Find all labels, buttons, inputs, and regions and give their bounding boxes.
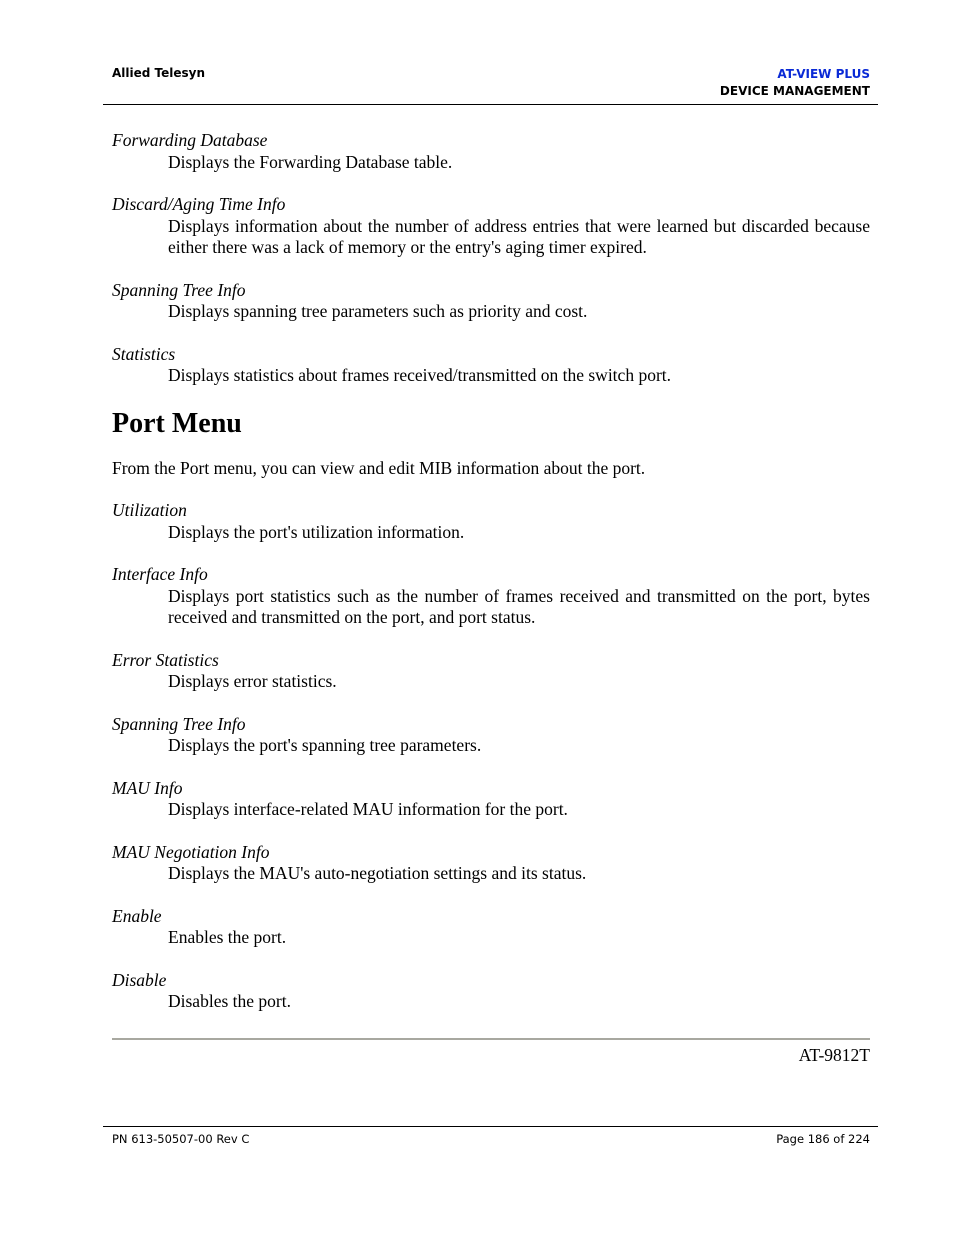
section-intro: From the Port menu, you can view and edit MIB information about the port. — [112, 457, 646, 478]
page-content — [112, 130, 870, 1034]
model-rule — [112, 1038, 870, 1040]
entry-description: Displays the Forwarding Database table. — [168, 151, 453, 172]
entry-term: Statistics — [112, 343, 176, 364]
definition-entry — [112, 778, 870, 821]
definition-entry — [112, 344, 870, 387]
definition-entry — [112, 714, 870, 757]
entry-description: Displays error statistics. — [168, 671, 337, 691]
entry-description: Displays port statistics such as the number of frames received and transmitted on the port, bytes received and transmitted on the port, and port status. — [168, 585, 870, 627]
header-product: AT-VIEW PLUS — [777, 67, 870, 81]
entry-description: Displays spanning tree parameters such as priority and cost. — [168, 301, 588, 321]
entry-term: Discard/Aging Time Info — [112, 194, 286, 214]
entry-description: Displays interface-related MAU information for the port. — [168, 799, 568, 819]
definition-entry — [112, 194, 870, 259]
definition-entry — [112, 564, 870, 629]
entry-description: Displays the port's spanning tree parameters. — [168, 735, 482, 755]
entry-term: Spanning Tree Info — [112, 713, 246, 734]
definition-entry — [112, 280, 870, 323]
header-title — [720, 66, 870, 100]
entry-term: Forwarding Database — [112, 130, 268, 150]
footer-part-number: PN 613-50507-00 Rev C — [112, 1132, 250, 1146]
header-section: DEVICE MANAGEMENT — [719, 84, 870, 98]
header-rule — [103, 104, 878, 105]
entry-term: MAU Info — [112, 777, 183, 798]
definition-entry — [112, 842, 870, 885]
entry-term: Error Statistics — [112, 649, 219, 670]
header-company: Allied Telesyn — [112, 66, 206, 80]
entry-term: Utilization — [112, 500, 187, 520]
entry-term: Interface Info — [112, 564, 208, 584]
entry-description: Disables the port. — [168, 991, 291, 1011]
footer-page-number: Page 186 of 224 — [776, 1132, 870, 1146]
entry-description: Displays information about the number of address entries that were learned but discarded because either there was a lack of memory or the entry's aging timer expired. — [168, 215, 870, 257]
footer-rule — [103, 1126, 878, 1127]
entry-description: Displays statistics about frames received/transmitted on the switch port. — [168, 365, 672, 385]
entry-description: Displays the MAU's auto-negotiation settings and its status. — [168, 863, 587, 883]
entry-term: Spanning Tree Info — [112, 279, 246, 300]
entry-term: Disable — [112, 969, 167, 990]
definition-entry — [112, 970, 870, 1013]
entry-description: Enables the port. — [168, 927, 287, 947]
definition-entry — [112, 500, 870, 543]
entry-description: Displays the port's utilization information. — [168, 521, 465, 542]
model-name: AT-9812T — [798, 1045, 870, 1065]
definition-entry — [112, 650, 870, 693]
definition-entry — [112, 906, 870, 949]
entry-term: MAU Negotiation Info — [112, 841, 270, 862]
entry-term: Enable — [112, 905, 162, 926]
definition-entry — [112, 130, 870, 173]
section-heading: Port Menu — [112, 407, 242, 439]
